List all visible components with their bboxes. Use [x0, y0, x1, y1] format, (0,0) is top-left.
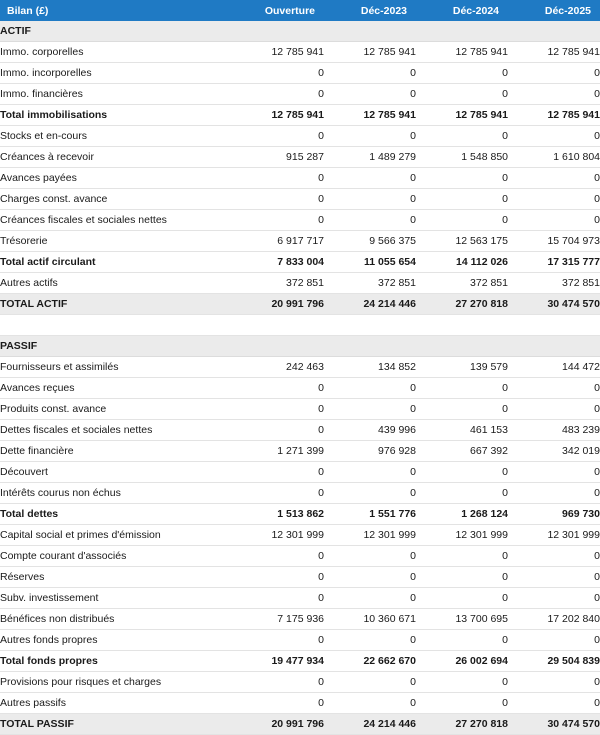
row-value: 0 [324, 126, 416, 147]
row-label: Réserves [0, 567, 232, 588]
row-value: 9 566 375 [324, 231, 416, 252]
row-value: 0 [416, 210, 508, 231]
row-value: 144 472 [508, 357, 600, 378]
row-value: 14 112 026 [416, 252, 508, 273]
row-value: 1 610 804 [508, 147, 600, 168]
row-value: 0 [324, 399, 416, 420]
row-label: Total dettes [0, 504, 232, 525]
row-value: 0 [508, 63, 600, 84]
row-label: Dette financière [0, 441, 232, 462]
row-label: Trésorerie [0, 231, 232, 252]
table-row [0, 273, 600, 294]
row-value: 29 504 839 [508, 651, 600, 672]
row-value: 0 [324, 546, 416, 567]
row-value [324, 336, 416, 357]
row-value [232, 336, 324, 357]
row-value: 0 [232, 168, 324, 189]
row-value: 20 991 796 [232, 714, 324, 735]
row-value: 0 [508, 126, 600, 147]
row-label: Total immobilisations [0, 105, 232, 126]
header-label: Bilan (£) [0, 0, 232, 21]
row-label: Créances à recevoir [0, 147, 232, 168]
row-label: Avances reçues [0, 378, 232, 399]
row-value: 0 [416, 63, 508, 84]
table-row [0, 399, 600, 420]
row-value: 0 [232, 378, 324, 399]
row-label: Fournisseurs et assimilés [0, 357, 232, 378]
row-value: 0 [232, 630, 324, 651]
row-value: 17 315 777 [508, 252, 600, 273]
row-value: 0 [324, 567, 416, 588]
row-value: 0 [416, 693, 508, 714]
row-value: 0 [416, 378, 508, 399]
row-value: 372 851 [508, 273, 600, 294]
table-row [0, 105, 600, 126]
row-value: 0 [232, 588, 324, 609]
row-value: 0 [324, 84, 416, 105]
row-value: 10 360 671 [324, 609, 416, 630]
header-col-3: Déc-2025 [508, 0, 600, 21]
table-row [0, 420, 600, 441]
row-value: 461 153 [416, 420, 508, 441]
table-row [0, 567, 600, 588]
row-value [508, 336, 600, 357]
row-value: 0 [416, 483, 508, 504]
row-value: 0 [416, 399, 508, 420]
table-row [0, 483, 600, 504]
row-value: 0 [416, 126, 508, 147]
row-value: 0 [232, 189, 324, 210]
table-header [0, 0, 600, 21]
row-value: 0 [232, 63, 324, 84]
table-row [0, 63, 600, 84]
row-value: 0 [508, 693, 600, 714]
row-label: Compte courant d'associés [0, 546, 232, 567]
row-value: 7 833 004 [232, 252, 324, 273]
table-row [0, 504, 600, 525]
row-value: 12 785 941 [324, 105, 416, 126]
row-label: Avances payées [0, 168, 232, 189]
table-row [0, 630, 600, 651]
row-value: 22 662 670 [324, 651, 416, 672]
row-value: 0 [416, 630, 508, 651]
table-row [0, 672, 600, 693]
row-value: 483 239 [508, 420, 600, 441]
table-row [0, 231, 600, 252]
row-value: 969 730 [508, 504, 600, 525]
row-value: 134 852 [324, 357, 416, 378]
row-value: 372 851 [324, 273, 416, 294]
row-label: PASSIF [0, 336, 232, 357]
row-value: 0 [232, 210, 324, 231]
row-value: 1 489 279 [324, 147, 416, 168]
table-header-row [0, 0, 600, 21]
row-value: 27 270 818 [416, 294, 508, 315]
row-value: 17 202 840 [508, 609, 600, 630]
row-label: Stocks et en-cours [0, 126, 232, 147]
row-value: 13 700 695 [416, 609, 508, 630]
row-value: 0 [324, 378, 416, 399]
row-value: 12 563 175 [416, 231, 508, 252]
row-value: 0 [324, 588, 416, 609]
row-label: Capital social et primes d'émission [0, 525, 232, 546]
row-value: 0 [324, 168, 416, 189]
row-label: Créances fiscales et sociales nettes [0, 210, 232, 231]
row-value [324, 21, 416, 42]
row-value: 0 [508, 189, 600, 210]
table-row [0, 357, 600, 378]
table-row [0, 693, 600, 714]
row-label: Découvert [0, 462, 232, 483]
row-label: Autres actifs [0, 273, 232, 294]
row-value: 439 996 [324, 420, 416, 441]
row-value: 1 551 776 [324, 504, 416, 525]
row-label: Subv. investissement [0, 588, 232, 609]
row-value: 12 785 941 [508, 42, 600, 63]
table-row [0, 441, 600, 462]
table-row [0, 294, 600, 315]
row-value: 12 785 941 [324, 42, 416, 63]
row-value: 0 [324, 63, 416, 84]
row-value [416, 21, 508, 42]
row-value [324, 315, 416, 336]
table-body [0, 21, 600, 735]
row-value: 1 268 124 [416, 504, 508, 525]
row-value [508, 315, 600, 336]
table-row [0, 168, 600, 189]
header-col-2: Déc-2024 [416, 0, 508, 21]
row-value: 0 [416, 672, 508, 693]
row-value: 0 [324, 462, 416, 483]
row-label: Bénéfices non distribués [0, 609, 232, 630]
row-value: 12 785 941 [416, 42, 508, 63]
row-value: 0 [416, 546, 508, 567]
row-label: Total fonds propres [0, 651, 232, 672]
row-label: Autres fonds propres [0, 630, 232, 651]
row-value: 0 [232, 84, 324, 105]
row-value: 0 [232, 462, 324, 483]
row-value: 0 [508, 378, 600, 399]
table-row [0, 147, 600, 168]
row-label: Produits const. avance [0, 399, 232, 420]
row-value: 0 [416, 84, 508, 105]
row-value: 0 [416, 189, 508, 210]
row-label [0, 315, 232, 336]
row-value [508, 21, 600, 42]
row-value: 0 [508, 546, 600, 567]
row-value: 0 [232, 672, 324, 693]
table-row [0, 462, 600, 483]
table-row [0, 546, 600, 567]
row-value: 0 [232, 126, 324, 147]
row-value: 12 785 941 [232, 42, 324, 63]
row-label: Autres passifs [0, 693, 232, 714]
row-value: 0 [508, 462, 600, 483]
table-row [0, 651, 600, 672]
table-row [0, 252, 600, 273]
row-value: 0 [324, 210, 416, 231]
table-row [0, 126, 600, 147]
row-value: 12 785 941 [508, 105, 600, 126]
row-value: 0 [324, 483, 416, 504]
row-value: 0 [508, 399, 600, 420]
table-row [0, 525, 600, 546]
table-row [0, 315, 600, 336]
row-value: 15 704 973 [508, 231, 600, 252]
row-label: TOTAL ACTIF [0, 294, 232, 315]
row-value: 12 785 941 [232, 105, 324, 126]
row-label: Immo. corporelles [0, 42, 232, 63]
row-label: Intérêts courus non échus [0, 483, 232, 504]
row-value: 6 917 717 [232, 231, 324, 252]
row-value: 372 851 [416, 273, 508, 294]
row-value: 19 477 934 [232, 651, 324, 672]
row-value: 24 214 446 [324, 294, 416, 315]
row-value: 12 301 999 [324, 525, 416, 546]
row-value: 1 513 862 [232, 504, 324, 525]
row-label: Immo. incorporelles [0, 63, 232, 84]
row-value: 0 [508, 567, 600, 588]
row-value: 30 474 570 [508, 294, 600, 315]
header-col-1: Déc-2023 [324, 0, 416, 21]
row-value: 20 991 796 [232, 294, 324, 315]
row-value: 0 [508, 588, 600, 609]
row-value: 976 928 [324, 441, 416, 462]
row-value: 0 [416, 168, 508, 189]
row-value: 0 [416, 588, 508, 609]
table-row [0, 210, 600, 231]
row-value: 0 [508, 483, 600, 504]
row-value: 342 019 [508, 441, 600, 462]
row-value [416, 336, 508, 357]
row-value: 667 392 [416, 441, 508, 462]
table-row [0, 336, 600, 357]
row-value: 139 579 [416, 357, 508, 378]
row-value: 0 [232, 420, 324, 441]
table-row [0, 84, 600, 105]
row-label: TOTAL PASSIF [0, 714, 232, 735]
row-value [232, 21, 324, 42]
row-value: 12 785 941 [416, 105, 508, 126]
header-col-0: Ouverture [232, 0, 324, 21]
row-value: 0 [232, 693, 324, 714]
row-value [416, 315, 508, 336]
table-row [0, 189, 600, 210]
row-value: 0 [508, 210, 600, 231]
row-value: 0 [232, 567, 324, 588]
row-value: 26 002 694 [416, 651, 508, 672]
row-value: 11 055 654 [324, 252, 416, 273]
row-value: 0 [416, 462, 508, 483]
table-row [0, 21, 600, 42]
row-value: 0 [324, 693, 416, 714]
row-value: 0 [416, 567, 508, 588]
row-value: 915 287 [232, 147, 324, 168]
table-row [0, 378, 600, 399]
table-row [0, 42, 600, 63]
row-value: 24 214 446 [324, 714, 416, 735]
row-label: Provisions pour risques et charges [0, 672, 232, 693]
table-row [0, 588, 600, 609]
row-value: 27 270 818 [416, 714, 508, 735]
table-row [0, 609, 600, 630]
row-label: Dettes fiscales et sociales nettes [0, 420, 232, 441]
row-value: 0 [232, 483, 324, 504]
row-value: 0 [232, 399, 324, 420]
row-value: 0 [232, 546, 324, 567]
row-value: 1 271 399 [232, 441, 324, 462]
row-value: 0 [508, 168, 600, 189]
row-value: 12 301 999 [232, 525, 324, 546]
row-value: 0 [508, 84, 600, 105]
row-value: 0 [508, 630, 600, 651]
row-value: 12 301 999 [508, 525, 600, 546]
row-label: Charges const. avance [0, 189, 232, 210]
row-value: 0 [324, 189, 416, 210]
row-value: 242 463 [232, 357, 324, 378]
row-value: 1 548 850 [416, 147, 508, 168]
row-value: 30 474 570 [508, 714, 600, 735]
row-label: Immo. financières [0, 84, 232, 105]
row-value [232, 315, 324, 336]
table-row [0, 714, 600, 735]
row-value: 7 175 936 [232, 609, 324, 630]
row-value: 0 [324, 672, 416, 693]
row-value: 12 301 999 [416, 525, 508, 546]
row-label: Total actif circulant [0, 252, 232, 273]
row-value: 0 [508, 672, 600, 693]
row-label: ACTIF [0, 21, 232, 42]
row-value: 0 [324, 630, 416, 651]
row-value: 372 851 [232, 273, 324, 294]
